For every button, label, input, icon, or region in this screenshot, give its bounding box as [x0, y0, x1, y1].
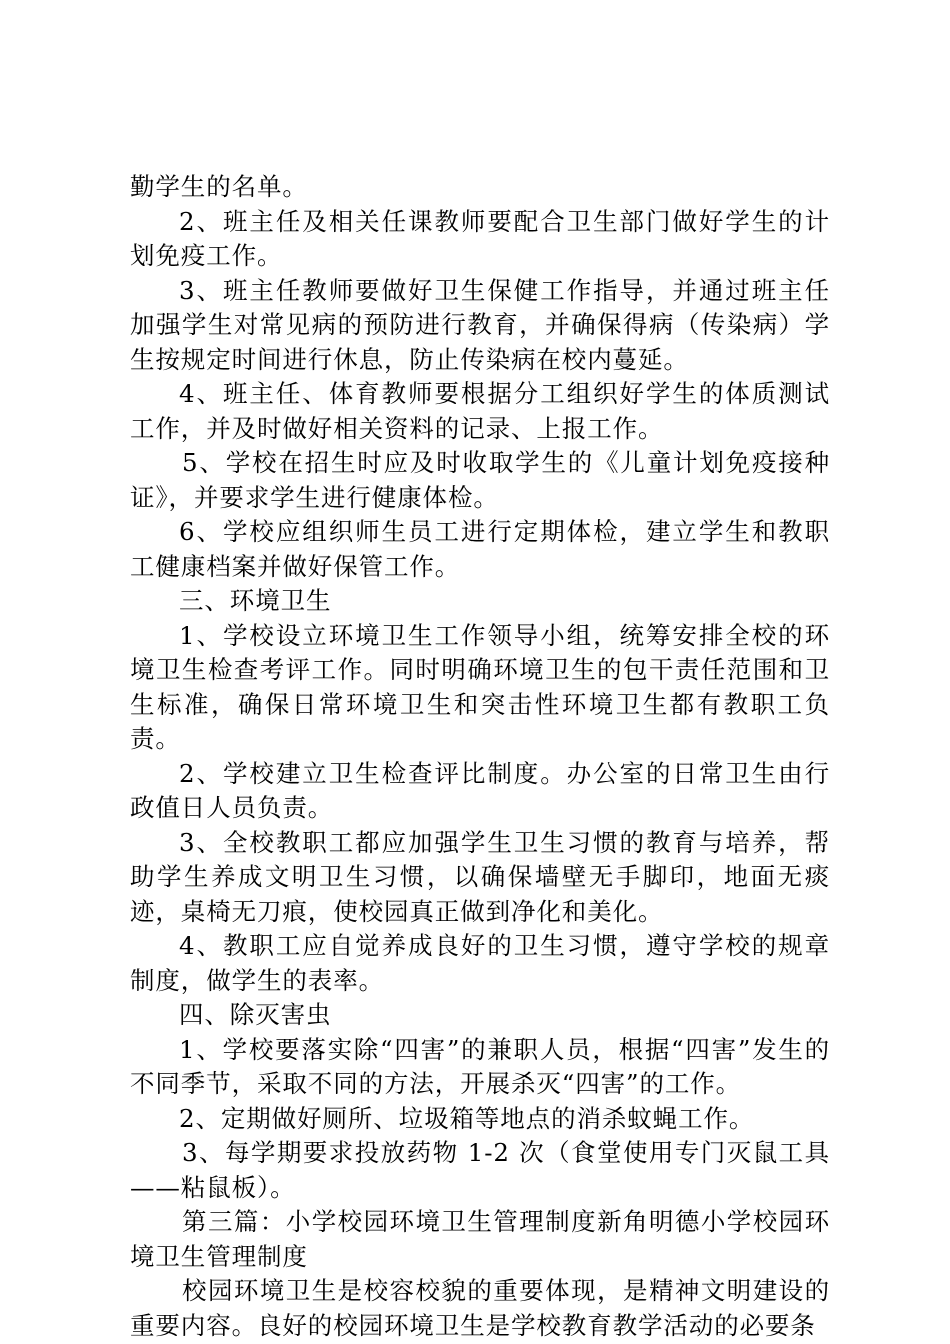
paragraph-1: 勤学生的名单。 [130, 172, 308, 201]
paragraph-5: 5、学校在招生时应及时收取学生的《儿童计划免疫接种证》，并要求学生进行健康体检。 [130, 448, 830, 512]
paragraph-3: 3、班主任教师要做好卫生保健工作指导，并通过班主任加强学生对常见病的预防进行教育，并确保得病（传染病）学生按规定时间进行休息，防止传染病在校内蔓延。 [130, 275, 830, 374]
paragraph-10: 4、教职工应自觉养成良好的卫生习惯，遵守学校的规章制度，做学生的表率。 [130, 931, 830, 995]
paragraph-12: 2、定期做好厕所、垃圾箱等地点的消杀蚊蝇工作。 [179, 1103, 755, 1133]
paragraph-2: 2、班主任及相关任课教师要配合卫生部门做好学生的计划免疫工作。 [130, 206, 830, 270]
chapter-heading-part-three: 第三篇：小学校园环境卫生管理制度新角明德小学校园环境卫生管理制度 [130, 1207, 830, 1271]
paragraph-14: 校园环境卫生是校容校貌的重要体现，是精神文明建设的重要内容。良好的校园环境卫生是学校教育教学活动的必要条 [130, 1276, 830, 1340]
document-page [130, 170, 830, 1343]
paragraph-9: 3、全校教职工都应加强学生卫生习惯的教育与培养，帮助学生养成文明卫生习惯，以确保墙壁无手脚印，地面无痰迹，桌椅无刀痕，使校园真正做到净化和美化。 [130, 827, 830, 926]
paragraph-7: 1、学校设立环境卫生工作领导小组，统筹安排全校的环境卫生检查考评工作。同时明确环境卫生的包干责任范围和卫生标准，确保日常环境卫生和突击性环境卫生都有教职工负责。 [130, 620, 830, 753]
section-heading-environment: 三、环境卫生 [179, 586, 332, 615]
paragraph-13: 3、每学期要求投放药物 1-2 次（食堂使用专门灭鼠工具——粘鼠板）。 [130, 1138, 830, 1202]
paragraph-4: 4、班主任、体育教师要根据分工组织好学生的体质测试工作，并及时做好相关资料的记录、上报工作。 [130, 379, 830, 443]
paragraph-6: 6、学校应组织师生员工进行定期体检，建立学生和教职工健康档案并做好保管工作。 [130, 517, 830, 581]
paragraph-11: 1、学校要落实除“四害”的兼职人员，根据“四害”发生的不同季节，采取不同的方法，开展杀灭“四害”的工作。 [130, 1034, 830, 1098]
section-heading-pests: 四、除灭害虫 [179, 1000, 332, 1029]
paragraph-8: 2、学校建立卫生检查评比制度。办公室的日常卫生由行政值日人员负责。 [130, 758, 830, 822]
